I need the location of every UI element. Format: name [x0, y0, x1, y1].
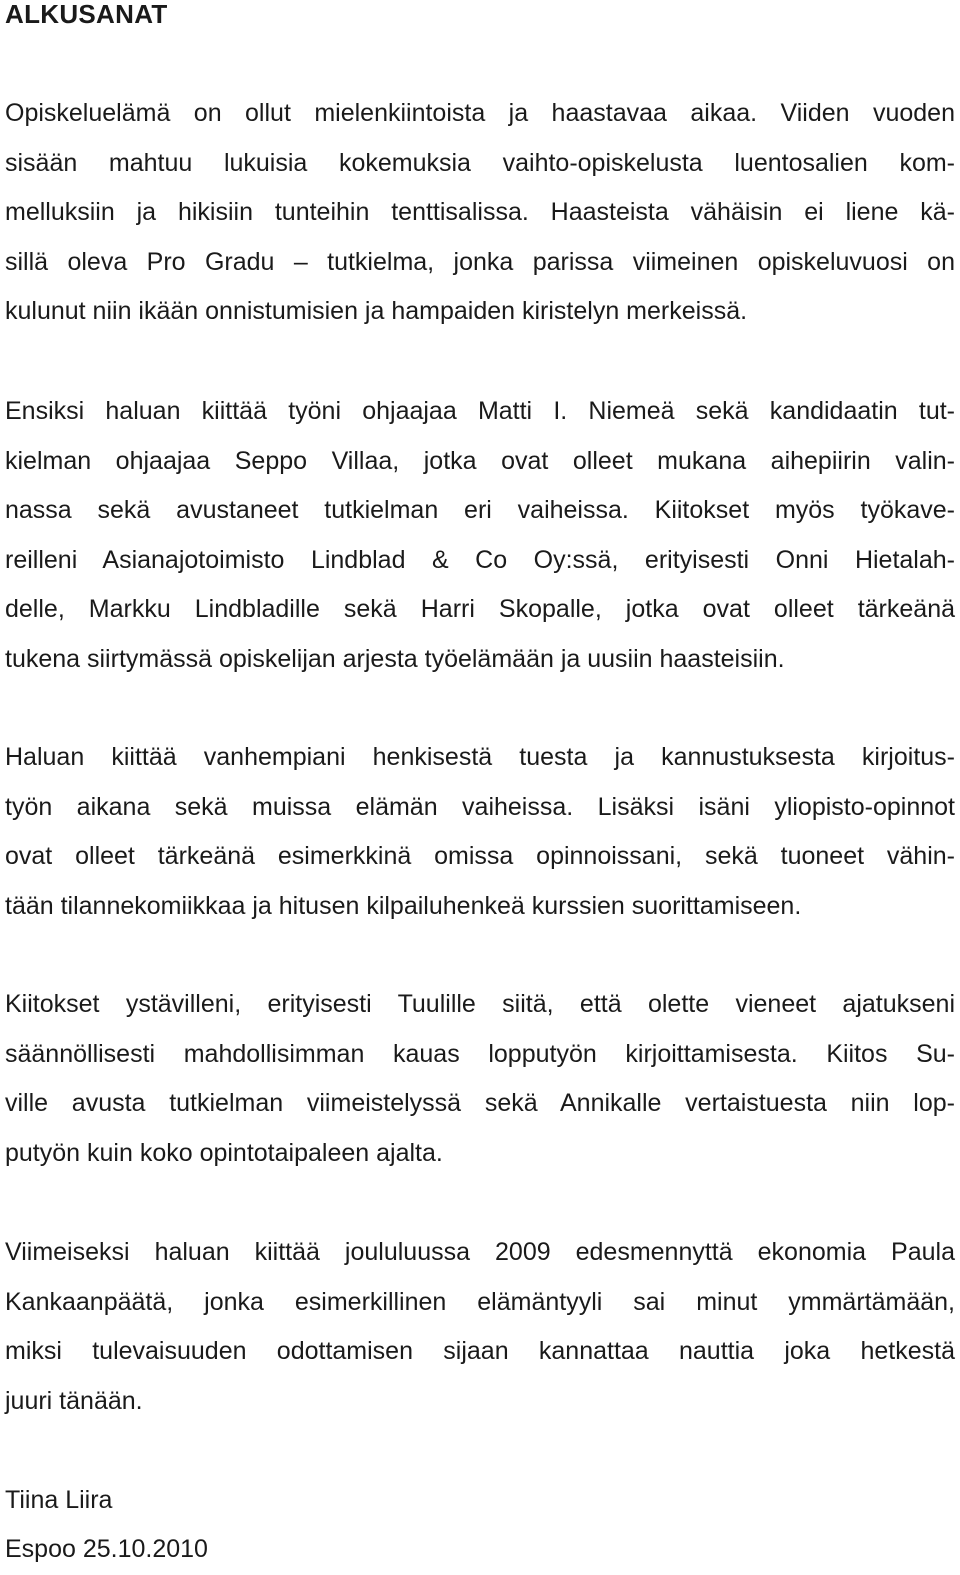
- text-line: Opiskeluelämä on ollut mielenkiintoista ja haastavaa aikaa. Viiden vuoden: [5, 99, 955, 127]
- text-line: sillä oleva Pro Gradu – tutkielma, jonka parissa viimeinen opiskeluvuosi on: [5, 247, 955, 276]
- text-line: juuri tänään.: [5, 1386, 143, 1415]
- paragraph-friends: [5, 980, 955, 1178]
- page-title: ALKUSANAT: [5, 0, 168, 29]
- text-line: reilleni Asianajotoimisto Lindblad & Co Oy:ssä, erityisesti Onni Hietalah-: [5, 545, 955, 574]
- text-line: Viimeiseksi haluan kiittää joululuussa 2009 edesmennyttä ekonomia Paula: [5, 1238, 955, 1266]
- text-line: miksi tulevaisuuden odottamisen sijaan kannattaa nauttia joka hetkestä: [5, 1337, 955, 1366]
- text-line: työn aikana sekä muissa elämän vaiheissa. Lisäksi isäni yliopisto-opinnot: [5, 792, 955, 821]
- signature-name: Tiina Liira: [5, 1486, 113, 1514]
- text-line: ville avusta tutkielman viimeistelyssä sekä Annikalle vertaistuesta niin lop-: [5, 1089, 955, 1118]
- paragraph-parents: [5, 733, 955, 931]
- text-line: nassa sekä avustaneet tutkielman eri vaiheissa. Kiitokset myös työkave-: [5, 496, 955, 525]
- text-line: Kiitokset ystävilleni, erityisesti Tuulille siitä, että olette vieneet ajatukseni: [5, 990, 955, 1018]
- text-line: kulunut niin ikään onnistumisien ja hampaiden kiristelyn merkeissä.: [5, 297, 748, 326]
- text-line: ovat olleet tärkeänä esimerkkinä omissa opinnoissani, sekä tuoneet vähin-: [5, 842, 955, 871]
- text-line: delle, Markku Lindbladille sekä Harri Skopalle, jotka ovat olleet tärkeänä: [5, 595, 955, 624]
- paragraph-intro: [5, 89, 955, 337]
- text-line: kielman ohjaajaa Seppo Villaa, jotka ovat olleet mukana aihepiirin valin-: [5, 446, 955, 475]
- text-line: tään tilannekomiikkaa ja hitusen kilpailuhenkeä kurssien suorittamiseen.: [5, 891, 802, 920]
- text-line: säännöllisesti mahdollisimman kauas lopputyön kirjoittamisesta. Kiitos Su-: [5, 1039, 955, 1068]
- signature-place-date: Espoo 25.10.2010: [5, 1535, 208, 1563]
- paragraph-supervisors: [5, 387, 955, 685]
- text-line: Haluan kiittää vanhempiani henkisestä tuesta ja kannustuksesta kirjoitus-: [5, 743, 955, 771]
- text-line: tukena siirtymässä opiskelijan arjesta työelämään ja uusiin haasteisiin.: [5, 644, 785, 673]
- text-line: putyön kuin koko opintotaipaleen ajalta.: [5, 1138, 443, 1167]
- paragraph-memorial: [5, 1228, 955, 1426]
- text-line: Kankaanpäätä, jonka esimerkillinen elämäntyyli sai minut ymmärtämään,: [5, 1287, 955, 1316]
- text-line: Ensiksi haluan kiittää työni ohjaajaa Matti I. Niemeä sekä kandidaatin tut-: [5, 397, 955, 425]
- text-line: melluksiin ja hikisiin tunteihin tenttisalissa. Haasteista vähäisin ei liene kä-: [5, 198, 955, 227]
- text-line: sisään mahtuu lukuisia kokemuksia vaihto-opiskelusta luentosalien kom-: [5, 148, 955, 177]
